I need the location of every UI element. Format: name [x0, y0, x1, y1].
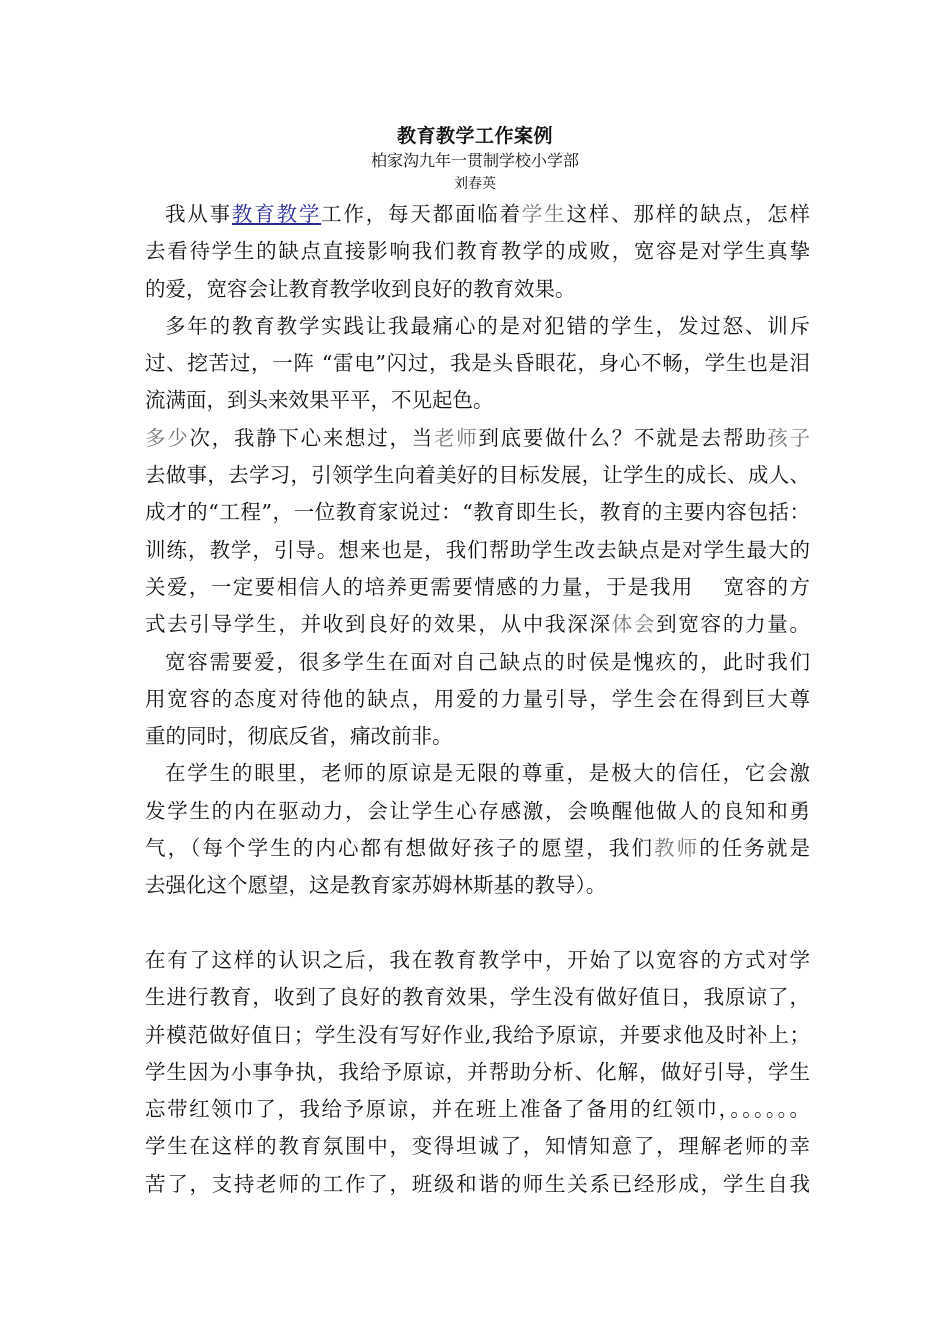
keyword-teacher: 老师	[433, 425, 479, 450]
p3-line-3: 成才的“工程”，一位教育家说过：“教育即生长，教育的主要内容包括：	[145, 500, 810, 525]
text-run: 的任务就是	[699, 836, 811, 861]
document-title: 教育教学工作案例	[396, 125, 553, 147]
p6-line-5: 忘带红领巾了，我给予原谅，并在班上准备了备用的红领巾，。。。。。。	[145, 1097, 810, 1122]
p3-line-1	[145, 420, 810, 457]
education-teaching-link[interactable]: 教育教学	[231, 202, 322, 226]
p6-line-2: 生进行教育，收到了良好的教育效果，学生没有做好值日，我原谅了，	[145, 985, 810, 1010]
p6-line-1: 在有了这样的认识之后，我在教育教学中，开始了以宽容的方式对学	[145, 947, 810, 972]
p4-line-2: 用宽容的态度对待他的缺点，用爱的力量引导，学生会在得到巨大尊	[145, 686, 810, 711]
p2-line-2: 过、挖苦过，一阵 “雷电”闪过，我是头昏眼花，身心不畅，学生也是泪	[145, 351, 810, 376]
p2-line-1: 多年的教育教学实践让我最痛心的是对犯错的学生，发过怒、训斥	[165, 313, 810, 338]
text-run: 到底要做什么？不就是去帮助	[478, 425, 768, 450]
text-run: 这样、那样的缺点，怎样	[566, 202, 811, 226]
keyword-many-times: 多少	[145, 425, 190, 450]
text-run: 到宽容的力量。	[656, 612, 811, 637]
text-run: 工作，每天都面临着	[321, 202, 522, 226]
p3-line-6	[145, 606, 810, 643]
p3-line-2: 去做事，去学习，引领学生向着美好的目标发展，让学生的成长、成人、	[145, 463, 810, 488]
p4-line-1: 宽容需要爱，很多学生在面对自己缺点的时侯是愧疚的，此时我们	[165, 649, 810, 674]
keyword-experience: 体会	[611, 612, 657, 637]
text-run: 我从事	[165, 202, 232, 226]
text-run: 次，我静下心来想过，当	[189, 425, 434, 450]
p4-line-3: 重的同时，彻底反省，痛改前非。	[145, 724, 453, 749]
text-run: 气，（每个学生的内心都有想做好孩子的愿望，我们	[145, 836, 655, 861]
p3-line-4: 训练，教学，引导。想来也是，我们帮助学生改去缺点是对学生最大的	[145, 537, 810, 562]
p1-line-2: 去看待学生的缺点直接影响我们教育教学的成败，宽容是对学生真挚	[145, 239, 810, 264]
p5-line-3	[145, 830, 810, 867]
p6-line-3: 并模范做好值日；学生没有写好作业,我给予原谅，并要求他及时补上；	[145, 1022, 810, 1047]
p5-line-2: 发学生的内在驱动力，会让学生心存感激，会唤醒他做人的良知和勇	[145, 798, 810, 823]
keyword-student: 学生	[521, 202, 567, 226]
p2-line-3: 流满面，到头来效果平平，不见起色。	[145, 388, 494, 413]
p6-line-7: 苦了，支持老师的工作了，班级和谐的师生关系已经形成，学生自我	[145, 1171, 810, 1196]
p6-line-4: 学生因为小事争执，我给予原谅，并帮助分析、化解，做好引导，学生	[145, 1059, 810, 1084]
p1-line-3: 的爱，宽容会让教育教学收到良好的教育效果。	[145, 276, 576, 301]
keyword-child: 孩子	[767, 425, 811, 450]
text-run: 式去引导学生，并收到良好的效果，从中我深深	[145, 612, 612, 637]
p3-line-5: 关爱，一定要相信人的培养更需要情感的力量，于是我用 宽容的方	[145, 574, 810, 599]
p5-line-1: 在学生的眼里，老师的原谅是无限的尊重，是极大的信任，它会激	[165, 761, 810, 786]
p1-line-1	[145, 196, 810, 233]
blank-line	[145, 905, 810, 942]
keyword-educator: 教师	[654, 836, 700, 861]
p5-line-4: 去强化这个愿望，这是教育家苏姆林斯基的教导）。	[145, 873, 607, 898]
school-name: 柏家沟九年一贯制学校小学部	[370, 151, 579, 170]
p6-line-6: 学生在这样的教育氛围中，变得坦诚了，知情知意了，理解老师的幸	[145, 1134, 810, 1159]
author-name: 刘春英	[454, 176, 496, 192]
document-body	[145, 196, 810, 1203]
